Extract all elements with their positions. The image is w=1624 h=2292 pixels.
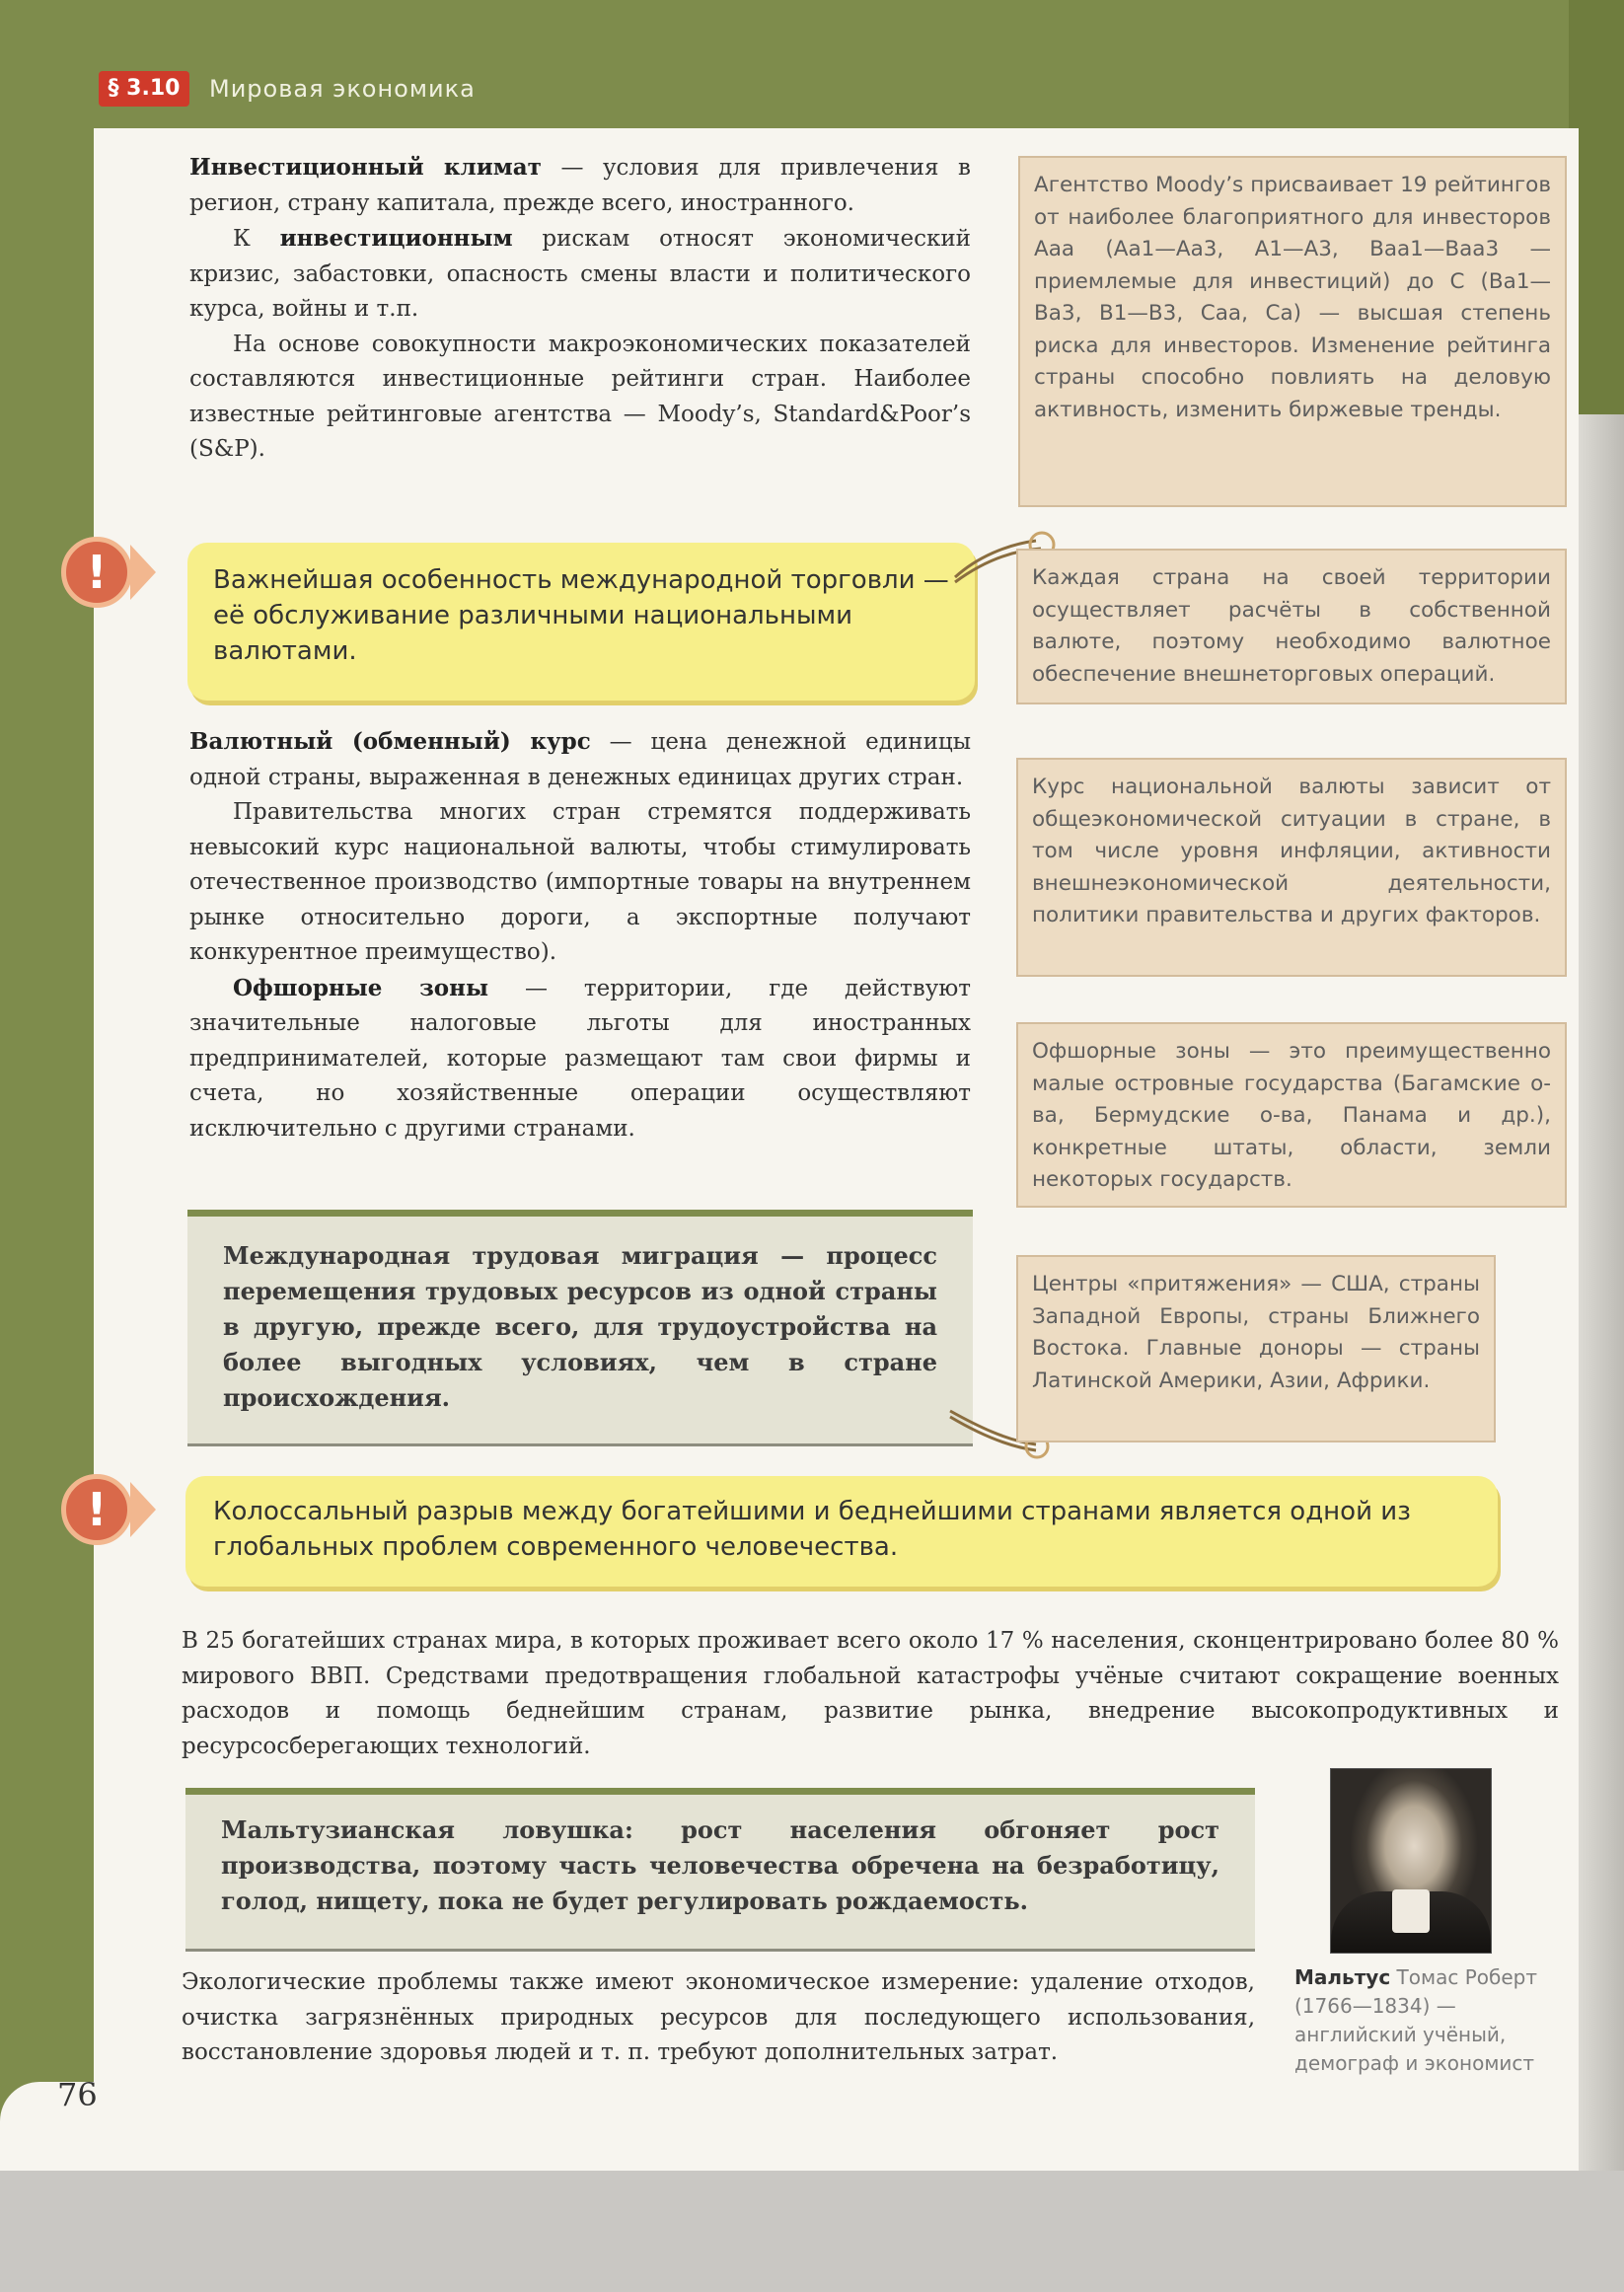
scan-margin <box>0 2171 1624 2292</box>
term-offshore: Офшорные зоны <box>233 974 489 1001</box>
term-exchange-rate: Валютный (обменный) курс <box>189 728 591 755</box>
term-malthus: Мальтузианская ловушка: <box>221 1815 633 1844</box>
caption-name: Мальтус <box>1294 1965 1391 1989</box>
exclamation-arrow <box>130 545 156 600</box>
definition-migration: Международная трудовая миграция — процесс перемещения трудовых ресурсов из одной страны в другую, прежде всего, для трудоустройства на более выгодных условиях, чем в стране происхождения. <box>187 1210 973 1446</box>
callout-trade: Важнейшая особенность международной торговли — её обслуживание различными национальными валютами. <box>187 543 975 701</box>
sidebar-currency: Каждая страна на своей территории осуществляет расчёты в собственной валюте, поэтому необходимо валютное обеспечение внешнеторговых операций. <box>1016 549 1567 704</box>
sidebar-rate: Курс национальной валюты зависит от общеэкономической ситуации в стране, в том числе уровня инфляции, активности внешнеэкономической деятельности, политики правительства и других факторов. <box>1016 758 1567 977</box>
section-number: § 3.10 <box>99 71 189 107</box>
section-title: Мировая экономика <box>209 75 476 103</box>
page-corner <box>0 2082 197 2171</box>
malthus-portrait <box>1330 1768 1492 1954</box>
exclamation-icon: ! <box>61 537 132 608</box>
exclamation-arrow-2 <box>130 1482 156 1537</box>
ecology-text: Экологические проблемы также имеют экономическое измерение: удаление отходов, очистка загрязнённых природных ресурсов для последующего использования, восстановление здоровья людей и т. п. требуют дополнительных затрат. <box>182 1969 1255 2065</box>
wealth-gap-text: В 25 богатейших странах мира, в которых проживает всего около 17 % населения, сконцентрировано более 80 % мирового ВВП. Средствами предотвращения глобальной катастрофы учёные считают сокращение военных расходов и помощь беднейшим странам, развитие рынка, внедрение высокопродуктивных и ресурсосберегающих технологий. <box>182 1628 1559 1759</box>
header-band <box>0 0 1624 128</box>
portrait-caption: Мальтус Томас Роберт (1766—1834) — английский учёный, демограф и экономист <box>1294 1965 1537 2075</box>
callout-gap: Колоссальный разрыв между богатейшими и беднейшими странами является одной из глобальных проблем современного человечества. <box>185 1476 1498 1587</box>
term-investment-climate: Инвестиционный климат <box>189 154 542 181</box>
term-migration: Международная трудовая миграция <box>223 1241 759 1270</box>
sidebar-centers: Центры «притяжения» — США, страны Западной Европы, страны Ближнего Востока. Главные доноры — страны Латинской Америки, Азии, Африки. <box>1016 1255 1496 1442</box>
definition-malthus: Мальтузианская ловушка: рост населения обгоняет рост производства, поэтому часть человечества обречена на безработицу, голод, нищету, пока не будет регулировать рождаемость. <box>185 1788 1255 1952</box>
exchange-rate-text: Валютный (обменный) курс — цена денежной единицы одной страны, выраженная в денежных единицах других стран. Правительства многих стран стремятся поддерживать невысокий курс национальной валюты, чтобы стимулировать отечественное производство (импортные товары на внутреннем рынке относительно дороги, а экспортные получают конкурентное преимущество). Офшорные зоны — территории, где действуют значительные налоговые льготы для иностранных предпринимателей, которые размещают там свои фирмы и счета, но хозяйственные операции осуществляют исключительно с другими странами. <box>189 728 971 1142</box>
page-number: 76 <box>57 2076 98 2113</box>
sidebar-moodys: Агентство Moody’s присваивает 19 рейтингов от наиболее благоприятного для инвесторов Aaa (Aa1—Aa3, A1—A3, Baa1—Baa3 — приемлемые для инвестиций) до C (Ba1—Ba3, B1—B3, Caa, Ca) — высшая степень риска для инвесторов. Изменение рейтинга страны способно повлиять на деловую активность, изменить биржевые тренды. <box>1018 156 1567 507</box>
left-band <box>0 0 94 2171</box>
sidebar-offshore: Офшорные зоны — это преимущественно малые островные государства (Багамские о-ва, Бермудские о-ва, Панама и др.), конкретные штаты, области, земли некоторых государств. <box>1016 1022 1567 1208</box>
exclamation-icon-2: ! <box>61 1474 132 1545</box>
term-investment-risks: инвестиционным <box>279 225 513 252</box>
investment-climate-text: Инвестиционный климат — условия для привлечения в регион, страну капитала, прежде всего, иностранного. К инвестиционным рискам относят экономический кризис, забастовки, опасность смены власти и политического курса, войны и т.п. На основе совокупности макроэкономических показателей составляются инвестиционные рейтинги стран. Наиболее известные рейтинговые агентства — Moody’s, Standard&Poor’s (S&P). <box>189 154 971 462</box>
